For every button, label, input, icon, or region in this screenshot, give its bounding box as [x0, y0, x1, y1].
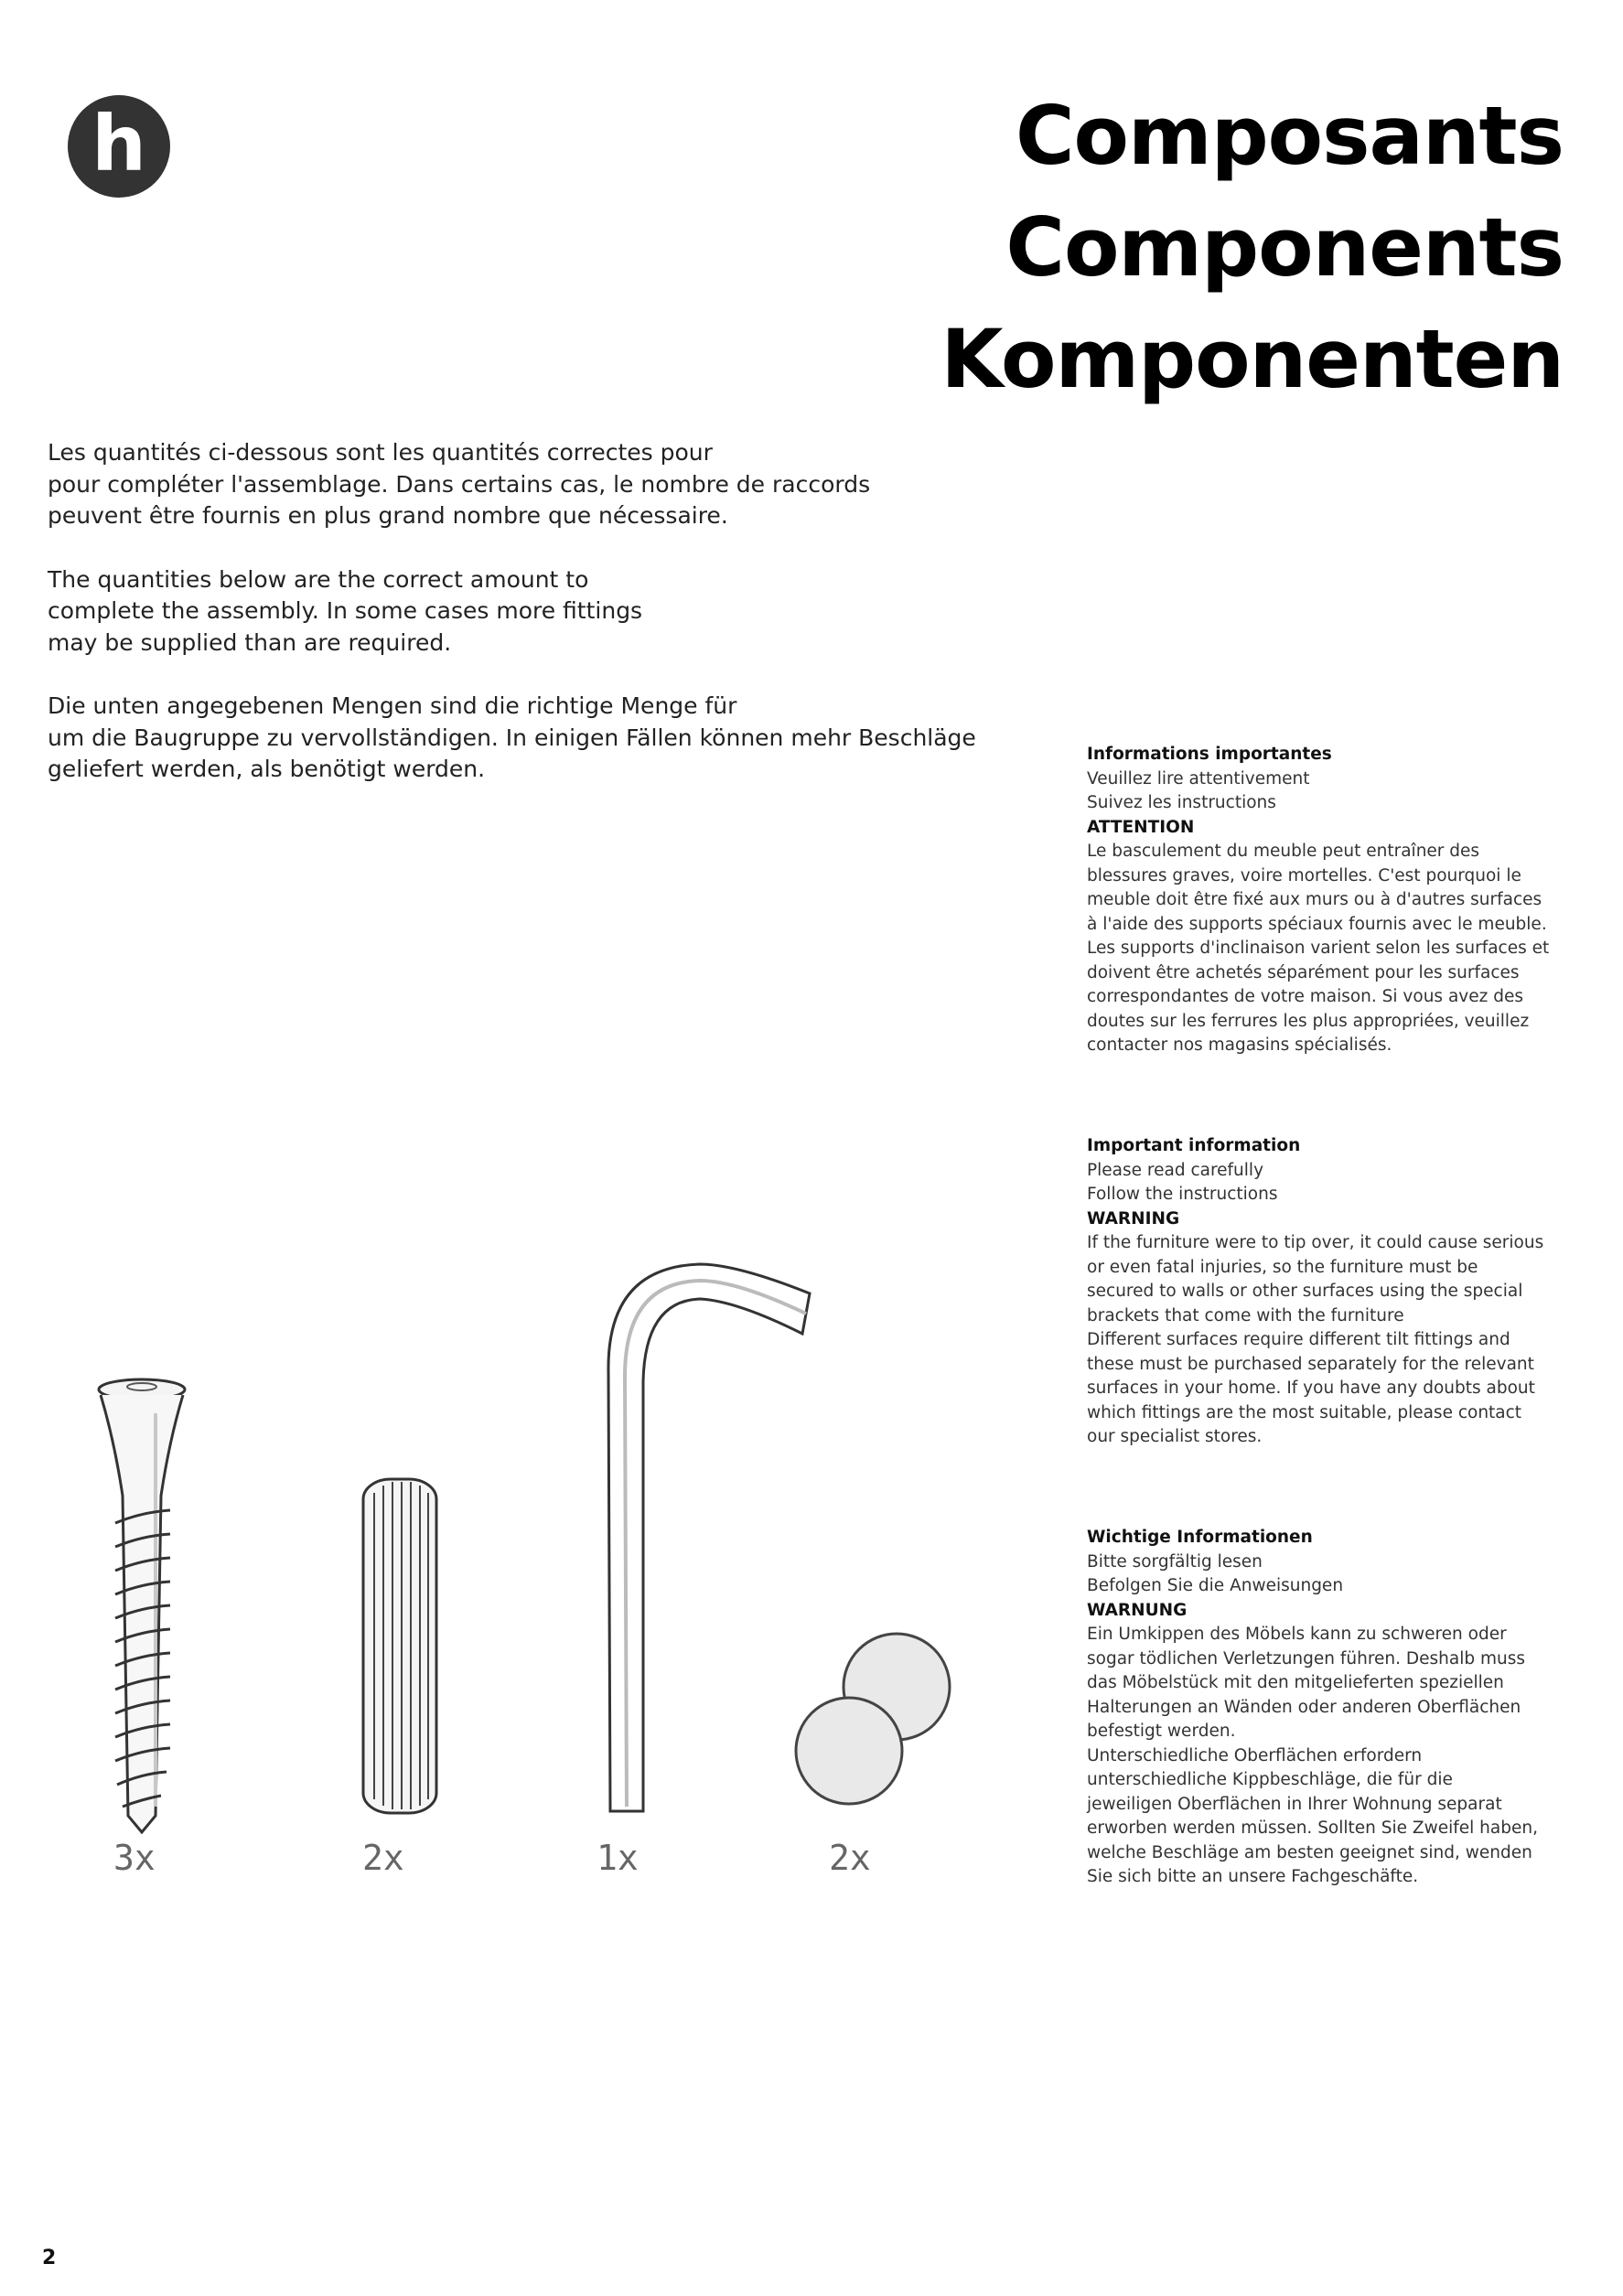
info-en-line2: Follow the instructions — [1087, 1185, 1278, 1204]
intro-en: The quantities below are the correct amount to complete the assembly. In some cases more fittings may be supplied than are required. — [48, 565, 643, 656]
qty-screw: 3x — [113, 1838, 156, 1878]
part-allen-key — [599, 1253, 819, 1824]
info-de-line2: Befolgen Sie die Anweisungen — [1087, 1576, 1344, 1595]
page-title — [940, 80, 1564, 415]
info-fr-line2: Suivez les instructions — [1087, 793, 1276, 812]
intro-text — [48, 437, 1036, 818]
part-screw — [91, 1377, 192, 1838]
info-en-warning: WARNING — [1087, 1208, 1180, 1228]
info-block-fr — [1087, 743, 1581, 1058]
screw-icon — [91, 1377, 192, 1834]
info-en-body: If the furniture were to tip over, it could cause serious or even fatal injuries, so the furniture must be secured to walls or other surfaces using the special brackets that come with the furniture Different surfaces require different tilt fittings and these must be purchased separately for the relevant surfaces in your home. If you have any doubts about which fittings are the most suitable, please contact our specialist stores. — [1087, 1233, 1544, 1446]
cover-cap-icon — [792, 1630, 957, 1813]
brand-logo — [68, 95, 170, 198]
title-de: Komponenten — [940, 312, 1564, 406]
brand-logo-letter: h — [91, 99, 146, 188]
info-block-en — [1087, 1134, 1581, 1450]
info-de-heading: Wichtige Informationen — [1087, 1528, 1313, 1547]
qty-dowel: 2x — [362, 1838, 404, 1878]
dowel-icon — [359, 1475, 441, 1818]
part-dowel — [359, 1475, 441, 1821]
info-en-line1: Please read carefully — [1087, 1160, 1264, 1180]
part-cover-caps — [792, 1630, 957, 1817]
allen-key-icon — [599, 1253, 819, 1820]
page-number: 2 — [42, 2247, 57, 2269]
info-block-de — [1087, 1526, 1581, 1890]
info-en-heading: Important information — [1087, 1136, 1301, 1155]
info-fr-body: Le basculement du meuble peut entraîner des blessures graves, voire mortelles. C'est pourquoi le meuble doit être fixé aux murs ou à d'autres surfaces à l'aide des supports spéciaux fournis avec le meuble. Les supports d'inclinaison varient selon les surfaces et doivent être achetés séparément pour les surfaces correspondantes de votre maison. Si vous avez des doutes sur les ferrures les plus appropriées, veuillez contacter nos magasins spécialisés. — [1087, 842, 1550, 1055]
intro-fr: Les quantités ci-dessous sont les quantités correctes pour pour compléter l'assemblage. Dans certains cas, le nombre de raccords peuvent être fournis en plus grand nombre que nécessaire. — [48, 439, 871, 529]
title-en: Components — [1005, 200, 1564, 295]
info-de-line1: Bitte sorgfältig lesen — [1087, 1551, 1263, 1572]
info-fr-line1: Veuillez lire attentivement — [1087, 768, 1310, 789]
info-fr-heading: Informations importantes — [1087, 745, 1332, 764]
title-fr: Composants — [1015, 89, 1564, 183]
qty-allen-key: 1x — [597, 1838, 639, 1878]
info-de-warning: WARNUNG — [1087, 1600, 1188, 1620]
info-fr-warning: ATTENTION — [1087, 817, 1195, 837]
qty-cover-cap: 2x — [829, 1838, 871, 1878]
info-de-body: Ein Umkippen des Möbels kann zu schweren oder sogar tödlichen Verletzungen führen. Deshalb muss das Möbelstück mit den mitgelieferten speziellen Halterungen an Wänden oder anderen Oberflächen befestigt werden. Unterschiedliche Oberflächen erfordern unterschiedliche Kippbeschläge, die für die jeweiligen Oberflächen in Ihrer Wohnung separat erworben werden müssen. Sollten Sie Zweifel haben, welche Beschläge am besten geeignet sind, wenden Sie sich bitte an unsere Fachgeschäfte. — [1087, 1625, 1538, 1886]
intro-de: Die unten angegebenen Mengen sind die richtige Menge für um die Baugruppe zu vervollständigen. In einigen Fällen können mehr Beschläge geliefert werden, als benötigt werden. — [48, 692, 976, 782]
